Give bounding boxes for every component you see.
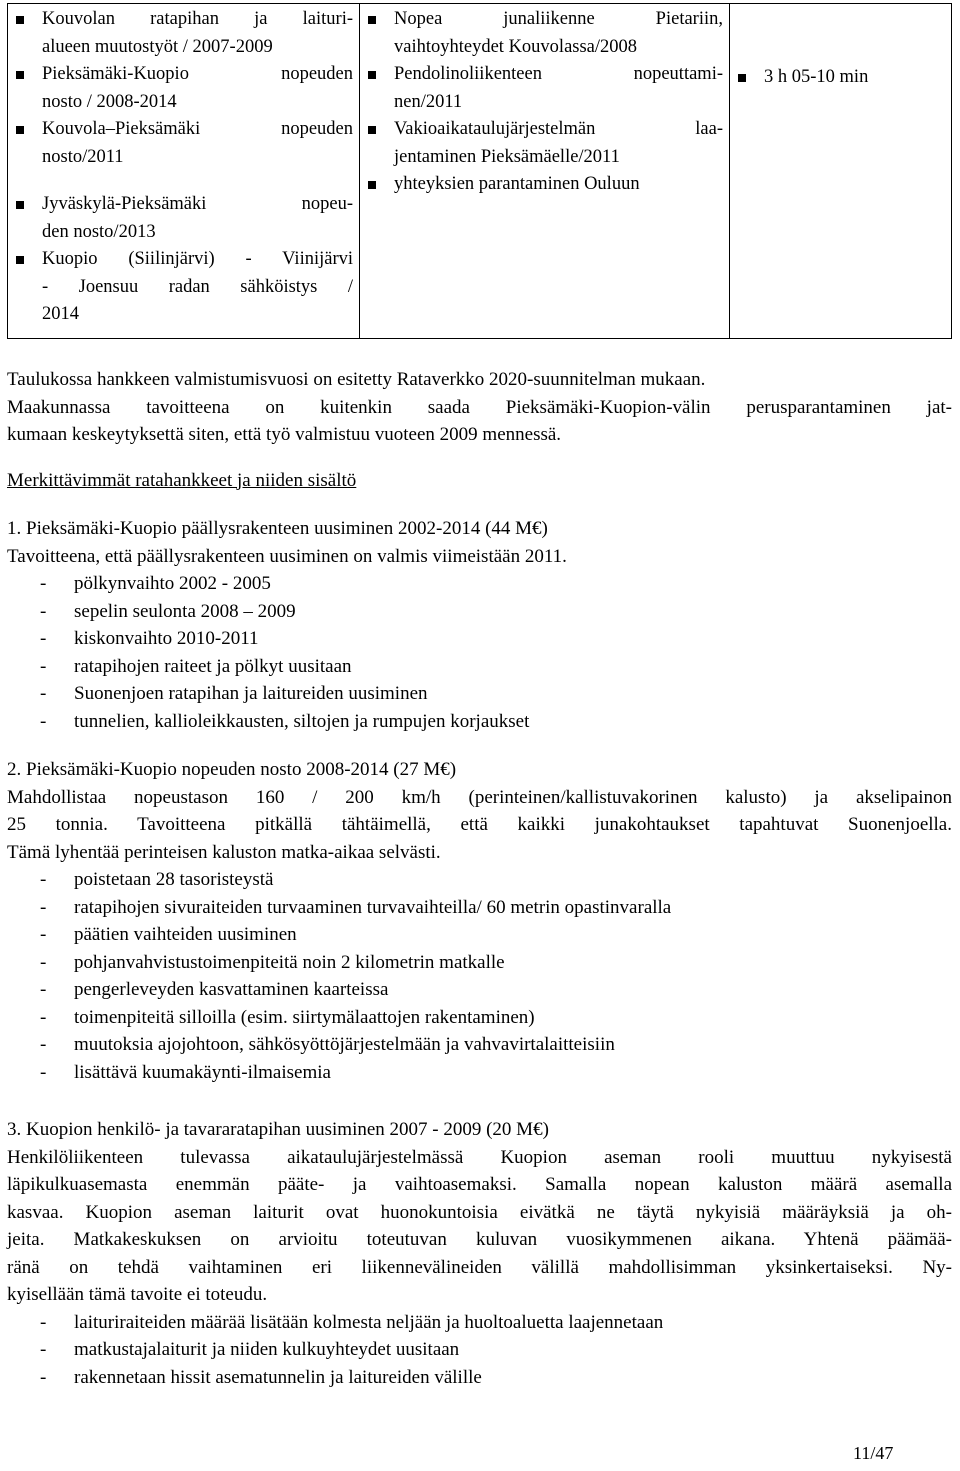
list-item-line: Jyväskylä-Pieksämäki nopeu- [42, 194, 353, 214]
table-column-travel-time [729, 4, 951, 338]
text-line: kasvaa. Kuopion aseman laiturit ovat huonokuntoisia eivätkä ne täytä nykyisiä määräyksiä ja oh- [7, 1201, 952, 1223]
list-item-line: - Joensuu radan sähköistys / [42, 276, 353, 297]
list-item [12, 61, 353, 116]
list-item-line: Kouvola–Pieksämäki nopeuden [42, 119, 353, 139]
text-line: kumaan keskeytyksettä siten, että työ valmistuu vuoteen 2009 mennessä. [7, 424, 562, 445]
list-item-line: Pieksämäki-Kuopio nopeuden [42, 64, 353, 84]
page-number: 11/47 [853, 1443, 894, 1463]
text-line: Henkilöliikenteen tulevassa aikataulujärjestelmässä Kuopion aseman rooli muuttuu nykyisestä [7, 1146, 952, 1168]
list-item: - toimenpiteitä silloilla (esim. siirtymälaattojen rakentaminen) [7, 1004, 952, 1032]
list-item: - matkustajalaiturit ja niiden kulkuyhteydet uusitaan [7, 1336, 952, 1364]
section-title: 1. Pieksämäki-Kuopio päällysrakenteen uusiminen 2002-2014 (44 M€) [7, 518, 548, 539]
text-line: jeita. Matkakeskuksen on arvioitu toteutuvan kuluvan vuosikymmenen aikana. Yhtenä päämää- [7, 1229, 952, 1250]
section-title: 2. Pieksämäki-Kuopio nopeuden nosto 2008-2014 (27 M€) [7, 759, 457, 780]
list-item: - poistetaan 28 tasoristeystä [7, 866, 952, 894]
list-item-line: Pendolinoliikenteen nopeuttami- [394, 64, 723, 84]
project-table [7, 3, 952, 339]
list-item [364, 6, 723, 61]
section-2 [7, 756, 952, 1086]
text-line: Tavoitteena, että päällysrakenteen uusiminen on valmis viimeistään 2011. [7, 545, 567, 567]
list-item: - päätien vaihteiden uusiminen [7, 921, 952, 949]
text-line: Mahdollistaa nopeustason 160 / 200 km/h (perinteinen/kallistuvakorinen kalusto) ja akselipainon [7, 786, 952, 808]
list-item [364, 116, 723, 171]
effects-list [364, 6, 723, 199]
list-item: - laituriraiteiden määrää lisätään kolmesta neljään ja huoltoaluetta laajennetaan [7, 1309, 952, 1337]
list-item: - muutoksia ajojohtoon, sähkösyöttöjärjestelmään ja vahvavirtalaitteisiin [7, 1031, 952, 1059]
list-item: - ratapihojen sivuraiteiden turvaaminen turvavaihteilla/ 60 metrin opastinvaralla [7, 894, 952, 922]
project-list [12, 6, 353, 329]
list-item-line: Vakioaikataulujärjestelmän laa- [394, 119, 723, 139]
list-item: - pengerleveyden kasvattaminen kaarteissa [7, 976, 952, 1004]
list-item: - pohjanvahvistustoimenpiteitä noin 2 kilometrin matkalle [7, 949, 952, 977]
list-item-line: Nopea junaliikenne Pietariin, [394, 9, 723, 29]
list-item-line: Kuopio (Siilinjärvi) - Viinijärvi [42, 249, 353, 269]
dash-list [7, 570, 952, 735]
text-line: ränä on tehdä vaihtaminen eri liikennevälineiden välillä mahdollisimman yksinkertaiseksi. Ny- [7, 1256, 952, 1278]
list-item-line: nosto/2011 [42, 146, 124, 167]
list-item-line: jentaminen Pieksämäelle/2011 [394, 146, 620, 167]
table-column-projects [8, 4, 359, 338]
list-item [364, 61, 723, 116]
list-item: - pölkynvaihto 2002 - 2005 [7, 570, 952, 598]
list-item-line: yhteyksien parantaminen Ouluun [394, 174, 640, 194]
travel-time-list [734, 64, 945, 92]
list-item: - kiskonvaihto 2010-2011 [7, 625, 952, 653]
section-heading: Merkittävimmät ratahankkeet ja niiden sisältö [7, 469, 357, 491]
section-title: 3. Kuopion henkilö- ja tavararatapihan uusiminen 2007 - 2009 (20 M€) [7, 1119, 549, 1140]
list-item: - Suonenjoen ratapihan ja laitureiden uusiminen [7, 680, 952, 708]
list-item: - rakennetaan hissit asematunnelin ja laitureiden välille [7, 1364, 952, 1392]
list-item-line: vaihtoyhteydet Kouvolassa/2008 [394, 36, 638, 57]
list-item: - sepelin seulonta 2008 – 2009 [7, 598, 952, 626]
text-line: Maakunnassa tavoitteena on kuitenkin saada Pieksämäki-Kuopion-välin perusparantaminen jat- [7, 396, 952, 418]
list-item-line: nen/2011 [394, 91, 463, 112]
list-item [12, 116, 353, 171]
section-1 [7, 515, 952, 735]
list-item [12, 6, 353, 61]
list-item: - tunnelien, kallioleikkausten, siltojen ja rumpujen korjaukset [7, 708, 952, 736]
text-line: Taulukossa hankkeen valmistumisvuosi on esitetty Rataverkko 2020-suunnitelman mukaan. [7, 369, 706, 390]
intro-paragraph [7, 366, 952, 449]
text-line: läpikulkuasemasta enemmän pääte- ja vaihtoasemaksi. Samalla nopean kaluston määrä asemalla [7, 1174, 952, 1195]
list-item [12, 191, 353, 246]
list-item [12, 246, 353, 329]
list-item-line: den nosto/2013 [42, 221, 156, 242]
list-item-line: 2014 [42, 304, 79, 324]
dash-list [7, 1309, 952, 1392]
text-line: 25 tonnia. Tavoitteena pitkällä tähtäimellä, että kaikki junakohtaukset tapahtuvat Suonenjoella. [7, 814, 952, 835]
travel-time-value: 3 h 05-10 min [764, 67, 869, 87]
section-3 [7, 1116, 952, 1391]
list-item-line: Kouvolan ratapihan ja laituri- [42, 9, 353, 29]
list-item: - ratapihojen raiteet ja pölkyt uusitaan [7, 653, 952, 681]
table-column-effects [359, 4, 729, 338]
dash-list [7, 866, 952, 1086]
list-item: - lisättävä kuumakäynti-ilmaisemia [7, 1059, 952, 1087]
list-item-line: nosto / 2008-2014 [42, 91, 177, 112]
document-page [7, 3, 952, 1391]
list-item-line: alueen muutostyöt / 2007-2009 [42, 36, 273, 57]
list-item [734, 64, 945, 92]
list-item [364, 171, 723, 199]
text-line: kyisellään tämä tavoite ei toteudu. [7, 1284, 268, 1305]
text-line: Tämä lyhentää perinteisen kaluston matka-aikaa selvästi. [7, 841, 441, 863]
